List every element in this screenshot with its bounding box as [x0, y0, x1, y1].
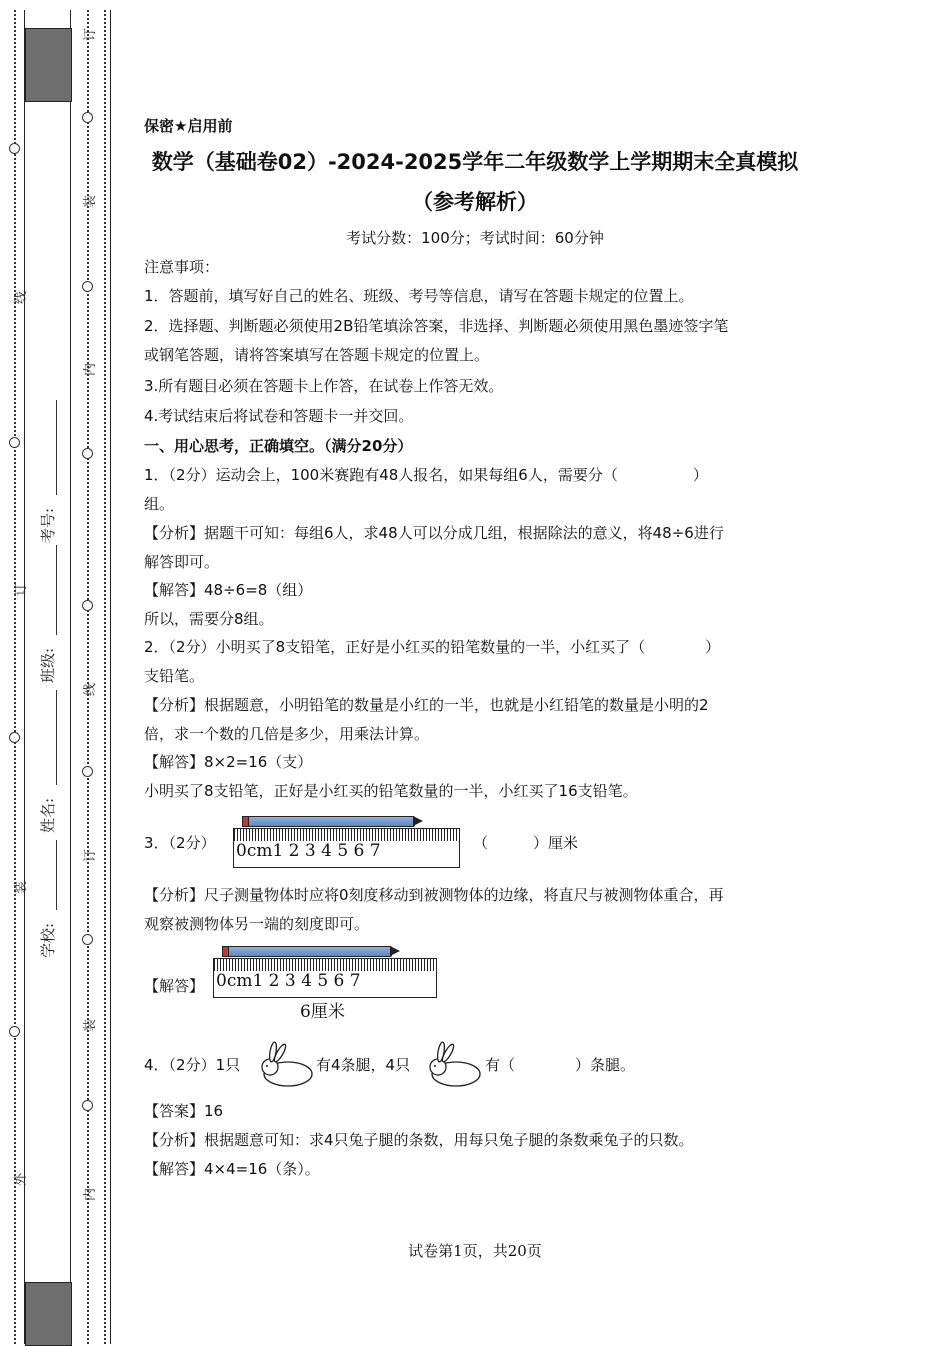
q3-stem-suffix: （ ）厘米 — [473, 834, 579, 852]
q4-stem-part2: 有4条腿，4只 — [316, 1056, 411, 1074]
margin-border-left — [24, 10, 25, 1344]
ruler-ticks — [214, 959, 436, 971]
exam-number-field-line[interactable] — [56, 400, 57, 495]
document-title-line2: （参考解析） — [412, 190, 538, 214]
q1-solution-cont: 所以，需要分8组。 — [144, 610, 274, 628]
margin-char: 订 — [14, 582, 30, 597]
margin-gray-block-bottom — [25, 1282, 72, 1346]
q1-analysis-cont: 解答即可。 — [144, 553, 220, 571]
circle-icon — [82, 766, 93, 777]
q4-solution: 【解答】4×4=16（条）。 — [144, 1160, 320, 1178]
circle-icon — [82, 281, 93, 292]
q3-stem-prefix: 3．（2分） — [144, 834, 216, 852]
margin-char: 内 — [83, 362, 99, 377]
rabbit-icon — [424, 1040, 484, 1088]
q4-stem-part3: 有（ ）条腿。 — [485, 1056, 636, 1074]
q4-analysis: 【分析】根据题意可知：求4只兔子腿的条数，用每只兔子腿的条数乘兔子的只数。 — [144, 1131, 694, 1149]
outer-dotted-line — [14, 10, 16, 1344]
document-title-line1: 数学（基础卷02）-2024-2025学年二年级数学上学期期末全真模拟 — [151, 150, 799, 174]
q3-analysis-cont: 观察被测物体另一端的刻度即可。 — [144, 915, 370, 933]
circle-icon — [9, 1026, 20, 1037]
note-item: 2．选择题、判断题必须使用2B铅笔填涂答案，非选择、判断题必须使用黑色墨迹签字笔 — [144, 317, 729, 335]
q4-answer: 【答案】16 — [144, 1102, 224, 1120]
pencil-icon — [245, 816, 415, 827]
margin-char: 订 — [83, 848, 99, 863]
ruler-icon — [233, 828, 460, 868]
ruler-icon — [213, 958, 437, 998]
binding-margin — [0, 0, 112, 1344]
circle-icon — [82, 1100, 93, 1111]
circle-icon — [82, 112, 93, 123]
pencil-eraser — [222, 946, 229, 957]
margin-char: 线 — [14, 290, 30, 305]
name-field-line[interactable] — [56, 690, 57, 785]
margin-char: 装 — [83, 1018, 99, 1033]
pencil-eraser — [242, 816, 249, 827]
circle-icon — [9, 437, 20, 448]
circle-icon — [82, 600, 93, 611]
class-field-line[interactable] — [56, 545, 57, 635]
circle-icon — [82, 448, 93, 459]
q1-analysis: 【分析】据题干可知：每组6人，求48人可以分成几组，根据除法的意义，将48÷6进行 — [144, 524, 724, 542]
circle-icon — [9, 143, 20, 154]
margin-char: 装 — [83, 194, 99, 209]
ruler-numbers: 0cm1 2 3 4 5 6 7 — [216, 971, 361, 991]
margin-char: 线 — [83, 682, 99, 697]
q1-stem: 1．（2分）运动会上，100米赛跑有48人报名，如果每组6人，需要分（ ） — [144, 466, 708, 484]
pencil-icon — [225, 946, 392, 957]
q1-solution: 【解答】48÷6=8（组） — [144, 581, 313, 599]
q2-stem-cont: 支铅笔。 — [144, 667, 205, 685]
margin-char: 外 — [14, 1172, 30, 1187]
q1-stem-cont: 组。 — [144, 495, 175, 513]
note-item: 3.所有题目必须在答题卡上作答，在试卷上作答无效。 — [144, 377, 504, 395]
q2-analysis-cont: 倍，求一个数的几倍是多少，用乘法计算。 — [144, 725, 430, 743]
measure-caption: 6厘米 — [300, 1002, 345, 1022]
circle-icon — [82, 934, 93, 945]
note-item: 或钢笔答题，请将答案填写在答题卡规定的位置上。 — [144, 346, 490, 364]
edge-dotted-line — [104, 10, 106, 1344]
inner-dotted-line — [87, 10, 89, 1344]
confidential-mark: 保密★启用前 — [144, 117, 233, 135]
school-field-line[interactable] — [56, 840, 57, 910]
pencil-tip — [390, 946, 400, 956]
q2-analysis: 【分析】根据题意，小明铅笔的数量是小红的一半，也就是小红铅笔的数量是小明的2 — [144, 696, 709, 714]
note-item: 1．答题前，填写好自己的姓名、班级、考号等信息，请写在答题卡规定的位置上。 — [144, 287, 694, 305]
margin-border-right — [70, 10, 71, 1344]
note-item: 4.考试结束后将试卷和答题卡一并交回。 — [144, 407, 414, 425]
margin-char: 装 — [14, 880, 30, 895]
exam-number-field-label: 考号: — [39, 507, 58, 544]
rabbit-icon — [256, 1040, 316, 1088]
ruler-numbers: 0cm1 2 3 4 5 6 7 — [236, 841, 381, 861]
class-field-label: 班级: — [39, 647, 58, 684]
margin-gray-block-top — [25, 28, 72, 102]
q4-stem-part1: 4．（2分）1只 — [144, 1056, 241, 1074]
section-heading: 一、用心思考，正确填空。（满分20分） — [144, 437, 413, 455]
q3-solution-label: 【解答】 — [144, 977, 205, 995]
q2-solution: 【解答】8×2=16（支） — [144, 753, 313, 771]
notes-heading: 注意事项： — [144, 258, 220, 276]
page-footer: 试卷第1页，共20页 — [408, 1242, 542, 1260]
margin-char: 订 — [83, 27, 99, 42]
circle-icon — [9, 732, 20, 743]
pencil-tip — [413, 816, 423, 826]
ruler-ticks — [234, 829, 459, 841]
exam-info: 考试分数：100分；考试时间：60分钟 — [346, 229, 604, 247]
q2-stem: 2．（2分）小明买了8支铅笔，正好是小红买的铅笔数量的一半，小红买了（ ） — [144, 638, 721, 656]
name-field-label: 姓名: — [39, 797, 58, 834]
q2-solution-cont: 小明买了8支铅笔，正好是小红买的铅笔数量的一半，小红买了16支铅笔。 — [144, 782, 638, 800]
q3-analysis: 【分析】尺子测量物体时应将0刻度移动到被测物体的边缘，将直尺与被测物体重合，再 — [144, 886, 724, 904]
school-field-label: 学校: — [39, 922, 58, 959]
margin-char: 内 — [83, 1187, 99, 1202]
